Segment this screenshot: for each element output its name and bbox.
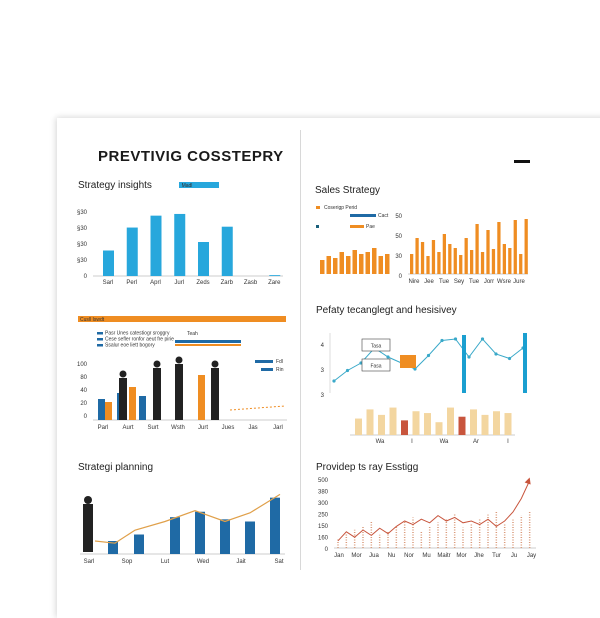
x-tick-label: Jas bbox=[248, 425, 258, 431]
legend-swatch bbox=[97, 332, 103, 335]
x-tick-label: I bbox=[411, 439, 413, 445]
y-tick-label: 3 bbox=[320, 393, 324, 399]
x-tick-label: Jues bbox=[221, 425, 235, 431]
side-legend-label: Rin bbox=[276, 367, 284, 373]
bar bbox=[424, 413, 431, 435]
person-icon bbox=[153, 368, 161, 420]
data-point bbox=[454, 337, 457, 340]
legend-label: Cese sefler ronfor aeut fre pirie bbox=[105, 336, 174, 343]
bar bbox=[379, 256, 384, 274]
x-tick-label: Mor bbox=[456, 553, 467, 559]
legend-swatch bbox=[97, 338, 103, 341]
data-point bbox=[508, 357, 511, 360]
x-tick-label: Jurt bbox=[197, 425, 209, 431]
bar bbox=[465, 238, 468, 274]
legend-label: Coserigp Perid bbox=[324, 205, 358, 211]
bar bbox=[340, 252, 345, 274]
x-tick-label: Surt bbox=[147, 425, 159, 431]
orange-marker bbox=[400, 355, 416, 368]
bar bbox=[222, 227, 233, 276]
bar bbox=[421, 242, 424, 274]
trend-line bbox=[230, 406, 285, 410]
bar bbox=[366, 252, 371, 274]
x-tick-label: Nor bbox=[404, 553, 414, 559]
bar bbox=[470, 409, 477, 435]
y-tick-label: 50 bbox=[395, 234, 402, 240]
bar bbox=[470, 250, 473, 274]
bar bbox=[514, 220, 517, 274]
y-tick-label: 100 bbox=[76, 362, 87, 368]
x-tick-label: Jorr bbox=[483, 279, 495, 285]
x-tick-label: Sarl bbox=[102, 280, 114, 286]
bar bbox=[436, 422, 443, 435]
person-icon bbox=[83, 504, 93, 552]
data-point bbox=[467, 355, 470, 358]
bar bbox=[129, 387, 136, 420]
bar bbox=[459, 417, 466, 435]
data-point bbox=[332, 379, 335, 382]
bar bbox=[519, 254, 522, 274]
teal-bar bbox=[523, 333, 527, 393]
x-tick-label: Jure bbox=[513, 279, 525, 285]
bar bbox=[454, 248, 457, 274]
series-line bbox=[338, 481, 530, 541]
x-tick-label: Wsth bbox=[171, 425, 185, 431]
x-tick-label: Jhe bbox=[474, 553, 484, 559]
x-tick-label: Jee bbox=[424, 279, 434, 285]
bar bbox=[198, 242, 209, 276]
y-tick-label: 30 bbox=[395, 254, 402, 260]
bar bbox=[103, 251, 114, 277]
chart-title-strategic-planning: Strategi planning bbox=[78, 462, 154, 473]
bar bbox=[459, 255, 462, 274]
bar bbox=[486, 230, 489, 274]
bar bbox=[355, 419, 362, 435]
chart-tan-bars bbox=[345, 400, 525, 450]
bar bbox=[401, 420, 408, 435]
legend-swatch bbox=[316, 206, 320, 209]
x-tick-label: Jait bbox=[236, 559, 246, 565]
y-tick-label: 300 bbox=[317, 501, 328, 507]
bar bbox=[367, 409, 374, 435]
y-tick-label: §30 bbox=[76, 226, 87, 232]
legend-label: Pasr Unes catestiogr sroggry bbox=[105, 330, 170, 337]
bar bbox=[174, 214, 185, 276]
chart-providep bbox=[316, 468, 541, 570]
center-divider bbox=[300, 130, 301, 570]
legend-label: Pae bbox=[366, 224, 375, 230]
legend-label: Madl bbox=[181, 183, 193, 189]
x-tick-label: Jurl bbox=[174, 280, 185, 286]
bar bbox=[359, 254, 364, 274]
x-tick-label: Jay bbox=[526, 553, 537, 559]
header-bar bbox=[78, 316, 286, 322]
person-icon bbox=[175, 364, 183, 420]
x-tick-label: Jarl bbox=[273, 425, 283, 431]
chart-sales-strategy bbox=[312, 200, 537, 295]
y-tick-label: 20 bbox=[80, 401, 87, 407]
person-icon bbox=[120, 371, 127, 378]
side-legend-label: Teah bbox=[187, 331, 198, 337]
x-tick-label: Mu bbox=[422, 553, 431, 559]
y-tick-label: 0 bbox=[83, 274, 87, 280]
x-tick-label: Wsre bbox=[497, 279, 511, 285]
bar bbox=[503, 244, 506, 274]
x-tick-label: Aurt bbox=[122, 425, 134, 431]
bar bbox=[385, 254, 390, 274]
x-tick-label: Nu bbox=[387, 553, 396, 559]
bar bbox=[346, 256, 351, 274]
bar bbox=[220, 519, 230, 554]
legend-bar bbox=[175, 340, 241, 343]
x-tick-label: Ju bbox=[510, 553, 518, 559]
bar bbox=[481, 252, 484, 274]
person-icon bbox=[84, 496, 92, 504]
legend-swatch bbox=[97, 344, 103, 347]
bar bbox=[437, 252, 440, 274]
bar bbox=[493, 411, 500, 435]
bar bbox=[151, 216, 162, 276]
data-point bbox=[494, 352, 497, 355]
bar bbox=[353, 250, 358, 274]
chart-strategic-planning bbox=[75, 468, 290, 570]
bar bbox=[320, 260, 325, 274]
x-tick-label: Mor bbox=[351, 553, 362, 559]
legend-swatch bbox=[350, 214, 376, 217]
chart-growth-plan bbox=[75, 312, 290, 437]
person-icon bbox=[119, 378, 127, 420]
x-tick-label: Sop bbox=[121, 559, 133, 565]
data-point bbox=[427, 354, 430, 357]
bar bbox=[443, 234, 446, 274]
legend-label: Ssalur eoe liett bogory bbox=[105, 342, 155, 349]
y-tick-label: 0 bbox=[83, 414, 87, 420]
bar bbox=[447, 408, 454, 435]
page-title: PREVTIVIG COSSTEPRY bbox=[98, 148, 284, 165]
bar bbox=[127, 228, 138, 276]
legend-swatch bbox=[350, 225, 364, 228]
side-legend-swatch bbox=[261, 368, 273, 371]
bar bbox=[134, 535, 144, 555]
x-tick-label: Jua bbox=[369, 553, 379, 559]
bar bbox=[98, 399, 105, 420]
bar bbox=[139, 396, 146, 420]
chart-title-providep: Providep ts ray Esstigg bbox=[316, 462, 419, 473]
y-tick-label: 150 bbox=[317, 524, 328, 530]
bar bbox=[415, 238, 418, 274]
y-tick-label: 0 bbox=[324, 547, 328, 553]
bar bbox=[390, 408, 397, 435]
bar bbox=[333, 258, 338, 274]
bar bbox=[327, 256, 332, 274]
person-icon bbox=[154, 361, 161, 368]
x-tick-label: Zasb bbox=[243, 280, 258, 286]
bar bbox=[482, 415, 489, 435]
bar bbox=[426, 256, 429, 274]
bar bbox=[269, 275, 280, 276]
chart-pefaty-trend bbox=[316, 325, 536, 400]
bar bbox=[410, 254, 413, 274]
legend-swatch bbox=[316, 225, 319, 228]
y-tick-label: 50 bbox=[395, 214, 402, 220]
x-tick-label: Jan bbox=[334, 553, 344, 559]
y-tick-label: 380 bbox=[317, 489, 328, 496]
y-tick-label: 0 bbox=[398, 274, 402, 280]
x-tick-label: Tur bbox=[492, 553, 501, 559]
x-tick-label: Sey bbox=[453, 279, 465, 285]
bar bbox=[492, 249, 495, 274]
bar bbox=[525, 219, 528, 274]
bar bbox=[170, 517, 180, 554]
person-icon bbox=[211, 368, 219, 420]
side-legend-label: Fdl bbox=[276, 359, 283, 365]
chart-title-strategy-insights: Strategy insights bbox=[78, 180, 152, 191]
teal-bar bbox=[462, 335, 466, 393]
x-tick-label: Zeds bbox=[196, 280, 210, 286]
chart-strategy-insights bbox=[75, 180, 290, 290]
side-legend-swatch bbox=[255, 360, 273, 363]
x-tick-label: Wed bbox=[196, 559, 210, 565]
x-tick-label: Sarl bbox=[83, 559, 95, 565]
x-tick-label: Zarb bbox=[220, 280, 233, 286]
data-point bbox=[481, 337, 484, 340]
x-tick-label: Ar bbox=[473, 439, 479, 445]
y-tick-label: §30 bbox=[76, 258, 87, 264]
x-tick-label: I bbox=[507, 439, 509, 445]
x-tick-label: Zare bbox=[268, 280, 281, 286]
bar bbox=[475, 224, 478, 274]
legend-label: Cact bbox=[378, 213, 389, 219]
x-tick-label: Tue bbox=[468, 279, 480, 285]
bar bbox=[448, 244, 451, 274]
dash-mark bbox=[514, 160, 530, 163]
y-tick-label: 4 bbox=[320, 343, 324, 349]
bar bbox=[245, 522, 255, 555]
person-icon bbox=[212, 361, 219, 368]
bar bbox=[508, 248, 511, 274]
bar bbox=[505, 413, 512, 435]
y-tick-label: §30 bbox=[76, 242, 87, 248]
arrow-head bbox=[525, 478, 531, 485]
bar bbox=[195, 512, 205, 554]
y-tick-label: 3 bbox=[320, 368, 324, 374]
bar bbox=[198, 375, 205, 420]
annotation-label: Tasa bbox=[370, 343, 382, 350]
x-tick-label: Perl bbox=[126, 280, 138, 286]
annotation-label: Fasa bbox=[370, 363, 382, 370]
chart-title: Cusll Iswdt bbox=[80, 317, 105, 323]
data-point bbox=[346, 369, 349, 372]
y-tick-label: 80 bbox=[80, 375, 87, 381]
x-tick-label: Aprl bbox=[150, 280, 161, 286]
data-point bbox=[440, 339, 443, 342]
x-tick-label: Lut bbox=[160, 559, 170, 565]
bar bbox=[432, 240, 435, 274]
x-tick-label: Wa bbox=[439, 439, 449, 445]
legend-bar bbox=[175, 344, 241, 346]
y-tick-label: 250 bbox=[317, 512, 328, 519]
x-tick-label: Wa bbox=[375, 439, 385, 445]
bar bbox=[372, 248, 377, 274]
x-tick-label: Parl bbox=[97, 425, 109, 431]
bar bbox=[270, 498, 280, 554]
y-tick-label: 160 bbox=[317, 535, 328, 542]
y-tick-label: §30 bbox=[76, 210, 87, 216]
chart-title-sales-strategy: Sales Strategy bbox=[315, 185, 381, 196]
x-tick-label: Tue bbox=[438, 279, 450, 285]
chart-title-pefaty-trend: Pefaty tecanglegt and hesisivey bbox=[316, 305, 457, 316]
x-tick-label: Maitr bbox=[437, 553, 451, 559]
bar bbox=[378, 415, 385, 435]
x-tick-label: Nire bbox=[408, 279, 420, 285]
bar bbox=[413, 411, 420, 435]
data-point bbox=[386, 355, 389, 358]
y-tick-label: 40 bbox=[80, 388, 87, 394]
x-tick-label: Sat bbox=[274, 559, 284, 565]
y-tick-label: 500 bbox=[317, 478, 328, 484]
bar bbox=[105, 402, 112, 420]
person-icon bbox=[176, 357, 183, 364]
bar bbox=[497, 222, 500, 274]
